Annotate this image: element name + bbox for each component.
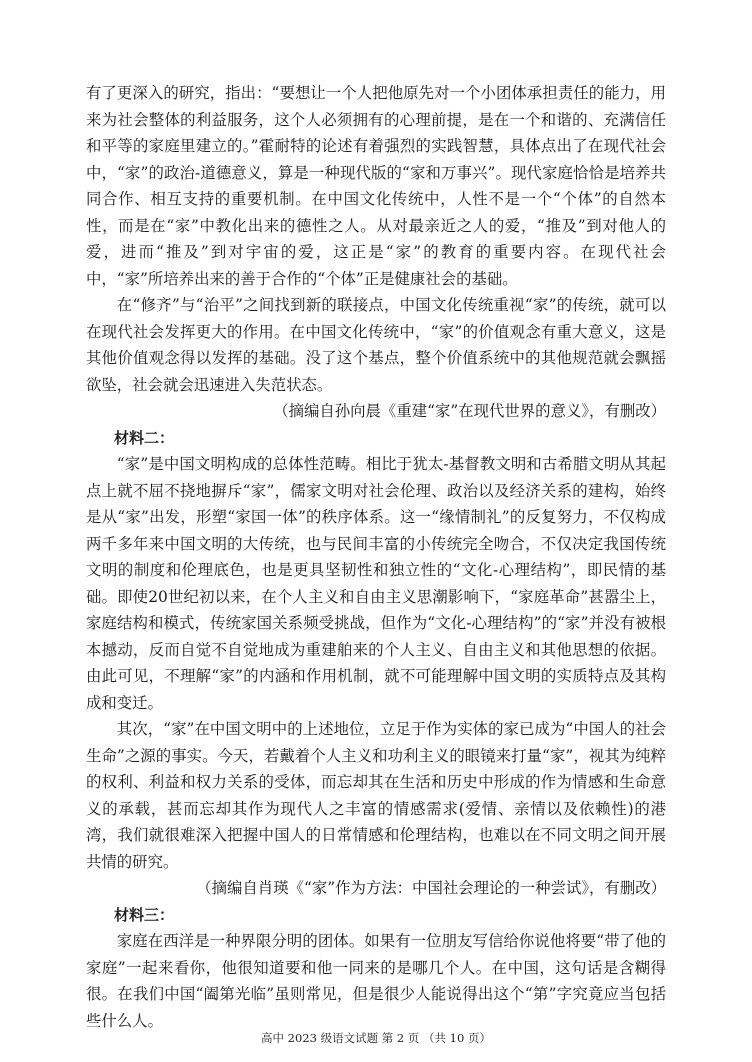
paragraph: “家”是中国文明构成的总体性范畴。相比于犹太-基督教文明和古希腊文明从其起点上就不屈不挠地摒斥“家”，儒家文明对社会伦理、政治以及经济关系的建构，始终是从“家”出发，形塑“家国一体”的秩序体系。这一“缘情制礼”的反复努力，不仅构成两千多年来中国文明的大传统，也与民间丰富的小传统完全吻合，不仅决定我国传统文明的制度和伦理底色，也是更具坚韧性和独立性的“文化-心理结构”，即民情的基础。即使20世纪初以来，在个人主义和自由主义思潮影响下，“家庭革命”甚嚣尘上，家庭结构和模式，传统家国关系频受挑战，但作为“文化-心理结构”的“家”并没有被根本撼动，反而自觉不自觉地成为重建舶来的个人主义、自由主义和其他思想的依据。由此可见，不理解“家”的内涵和作用机制，就不可能理解中国文明的实质特点及其构成和变迁。 [86,455,666,712]
source-citation: （摘编自孙向晨《重建“家”在现代世界的意义》，有删改） [273,402,666,420]
paragraph: 其次，“家”在中国文明中的上述地位，立足于作为实体的家已成为“中国人的社会生命”之源的事实。今天，若戴着个人主义和功利主义的眼镜来打量“家”，视其为纯粹的权利、利益和权力关系的受体，而忘却其在生活和历史中形成的作为情感和生命意义的承载，甚而忘却其作为现代人之丰富的情感需求(爱情、亲情以及依赖性)的港湾，我们就很难深入把握中国人的日常情感和伦理结构，也难以在不同文明之间开展共情的研究。 [86,720,666,871]
paragraph-continued: 有了更深入的研究，指出：“要想让一个人把他原先对一个小团体承担责任的能力，用来为社会整体的利益服务，这个人必须拥有的心理前提，是在一个和谐的、充满信任和平等的家庭里建立的。”霍耐特的论述有着强烈的实践智慧，具体点出了在现代社会中，“家”的政治-道德意义，算是一种现代版的“家和万事兴”。现代家庭恰恰是培养共同合作、相互支持的重要机制。在中国文化传统中，人性不是一个“个体”的自然本性，而是在“家”中教化出来的德性之人。从对最亲近之人的爱，“推及”到对他人的爱，进而“推及”到对宇宙的爱，这正是“家”的教育的重要内容。在现代社会中，“家”所培养出来的善于合作的“个体”正是健康社会的基础。 [86,84,666,288]
document-body [86,80,666,1034]
page-footer: 高中 2023 级语文试题 第 2 页 （共 10 页） [261,1031,491,1045]
paragraph: 在“修齐”与“治平”之间找到新的联接点，中国文化传统重视“家”的传统，就可以在现代社会发挥更大的作用。在中国文化传统中，“家”的价值观念有重大意义，这是其他价值观念得以发挥的基础。没了这个基点，整个价值系统中的其他规范就会飘摇欲坠，社会就会迅速进入失范状态。 [86,296,666,394]
source-citation: （摘编自肖瑛《“家”作为方法：中国社会理论的一种尝试》，有删改） [196,879,666,897]
paragraph: 家庭在西洋是一种界限分明的团体。如果有一位朋友写信给你说他将要“带了他的家庭”一起来看你，他很知道要和他一同来的是哪几个人。在中国，这句话是含糊得很。在我们中国“阖第光临”虽则常见，但是很少人能说得出这个“第”字究竟应当包括些什么人。 [86,932,666,1030]
section-heading-material-2: 材料二： [114,428,175,447]
section-heading-material-3: 材料三： [114,905,175,924]
